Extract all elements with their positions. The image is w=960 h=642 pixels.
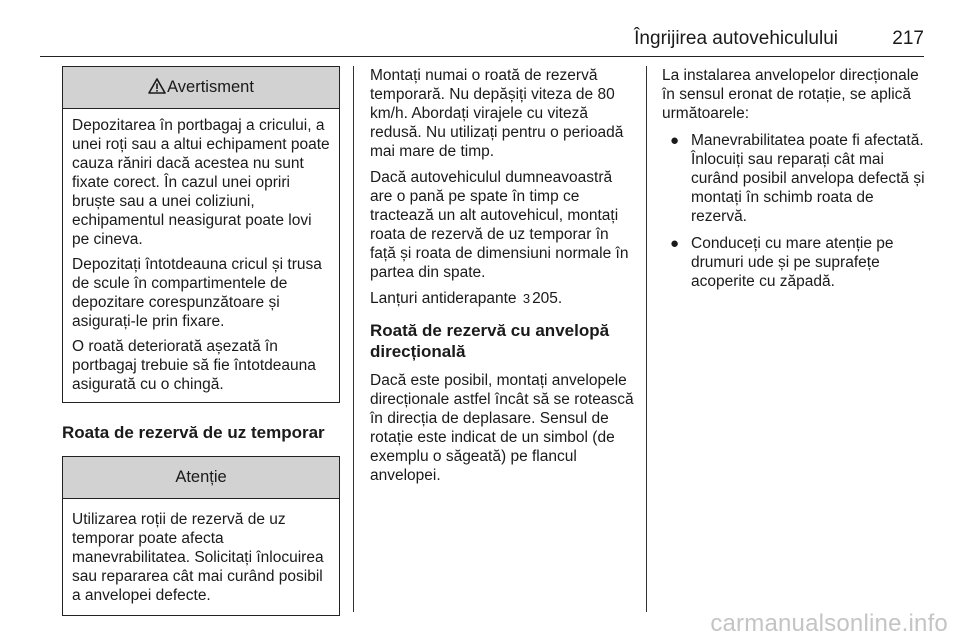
intro-paragraph: La instalarea anvelopelor direcționale în sensul eronat de rotație, se aplică următoarele: — [662, 67, 919, 122]
chains-text: Lanțuri antiderapante — [370, 290, 517, 307]
column-divider — [646, 66, 647, 612]
paragraph: Dacă autovehiculul dumneavoastră are o pană pe spate în timp ce tractează un alt autovehicul, montați roata de rezervă de uz temporar în față și roata de dimensiuni normale în partea din spate. — [370, 169, 629, 281]
bullet-list — [662, 131, 928, 291]
paragraph: Montați numai o roată de rezervă temporară. Nu depășiți viteza de 80 km/h. Abordați virajele cu viteză redusă. Nu utilizați pentru o perioadă mai mare de timp. — [370, 67, 624, 160]
column-middle — [370, 66, 635, 485]
caution-box-body — [63, 499, 339, 615]
page-reference-icon: 3 — [522, 291, 531, 306]
caution-box-header: Atenție — [63, 457, 339, 499]
warning-triangle-icon — [148, 78, 166, 94]
page-number: 217 — [892, 28, 924, 49]
list-item-text: Manevrabilitatea poate fi afectată. Înlocuiți sau reparați cât mai curând posibil anvelopa defectă și montați în schimb roata de rezervă. — [691, 132, 925, 225]
column-left — [62, 66, 340, 616]
list-item — [662, 131, 928, 226]
list-item — [662, 234, 928, 291]
caution-box — [62, 456, 340, 616]
warning-paragraph: Depozitarea în portbagaj a cricului, a unei roți sau a altui echipament poate cauza răniri dacă acestea nu sunt fixate corect. În cazul unei opriri bruște sau a unei coliziuni, echipamentul neasigurat poate lovi pe cineva. — [72, 117, 330, 248]
caution-paragraph: Utilizarea roții de rezervă de uz temporar poate afecta manevrabilitatea. Solicitați înlocuirea sau repararea cât mai curând posibil a anvelopei defecte. — [72, 511, 324, 604]
chains-reference — [370, 289, 635, 308]
warning-paragraph: O roată deteriorată așezată în portbagaj trebuie să fie întotdeauna asigurată cu o chingă. — [72, 338, 316, 393]
header-title: Îngrijirea autovehiculului — [634, 28, 838, 49]
warning-box-title: Avertisment — [167, 78, 254, 96]
watermark: carmanualsonline.info — [710, 610, 948, 637]
page-header — [40, 26, 924, 57]
chains-page: 205. — [532, 290, 563, 307]
section-title-directional-tyre: Roată de rezervă cu anvelopă direcțională — [370, 321, 610, 361]
column-divider — [353, 66, 354, 612]
warning-box — [62, 66, 340, 403]
warning-box-header — [63, 67, 339, 109]
bullet-icon: ● — [670, 235, 680, 252]
warning-box-body — [63, 109, 339, 402]
warning-paragraph: Depozitați întotdeauna cricul și trusa de scule în compartimentele de depozitare corespunzătoare și asigurați-le prin fixare. — [72, 256, 322, 330]
section-title-temporary-spare: Roata de rezervă de uz temporar — [62, 423, 325, 442]
list-item-text: Conduceți cu mare atenție pe drumuri ude și pe suprafețe acoperite cu zăpadă. — [691, 235, 894, 290]
bullet-icon: ● — [670, 132, 680, 149]
column-right — [662, 66, 928, 291]
paragraph: Dacă este posibil, montați anvelopele direcționale astfel încât să se rotească în direcția de deplasare. Sensul de rotație este indicat de un simbol (de exemplu o săgeată) pe flancul anvelopei. — [370, 372, 634, 484]
